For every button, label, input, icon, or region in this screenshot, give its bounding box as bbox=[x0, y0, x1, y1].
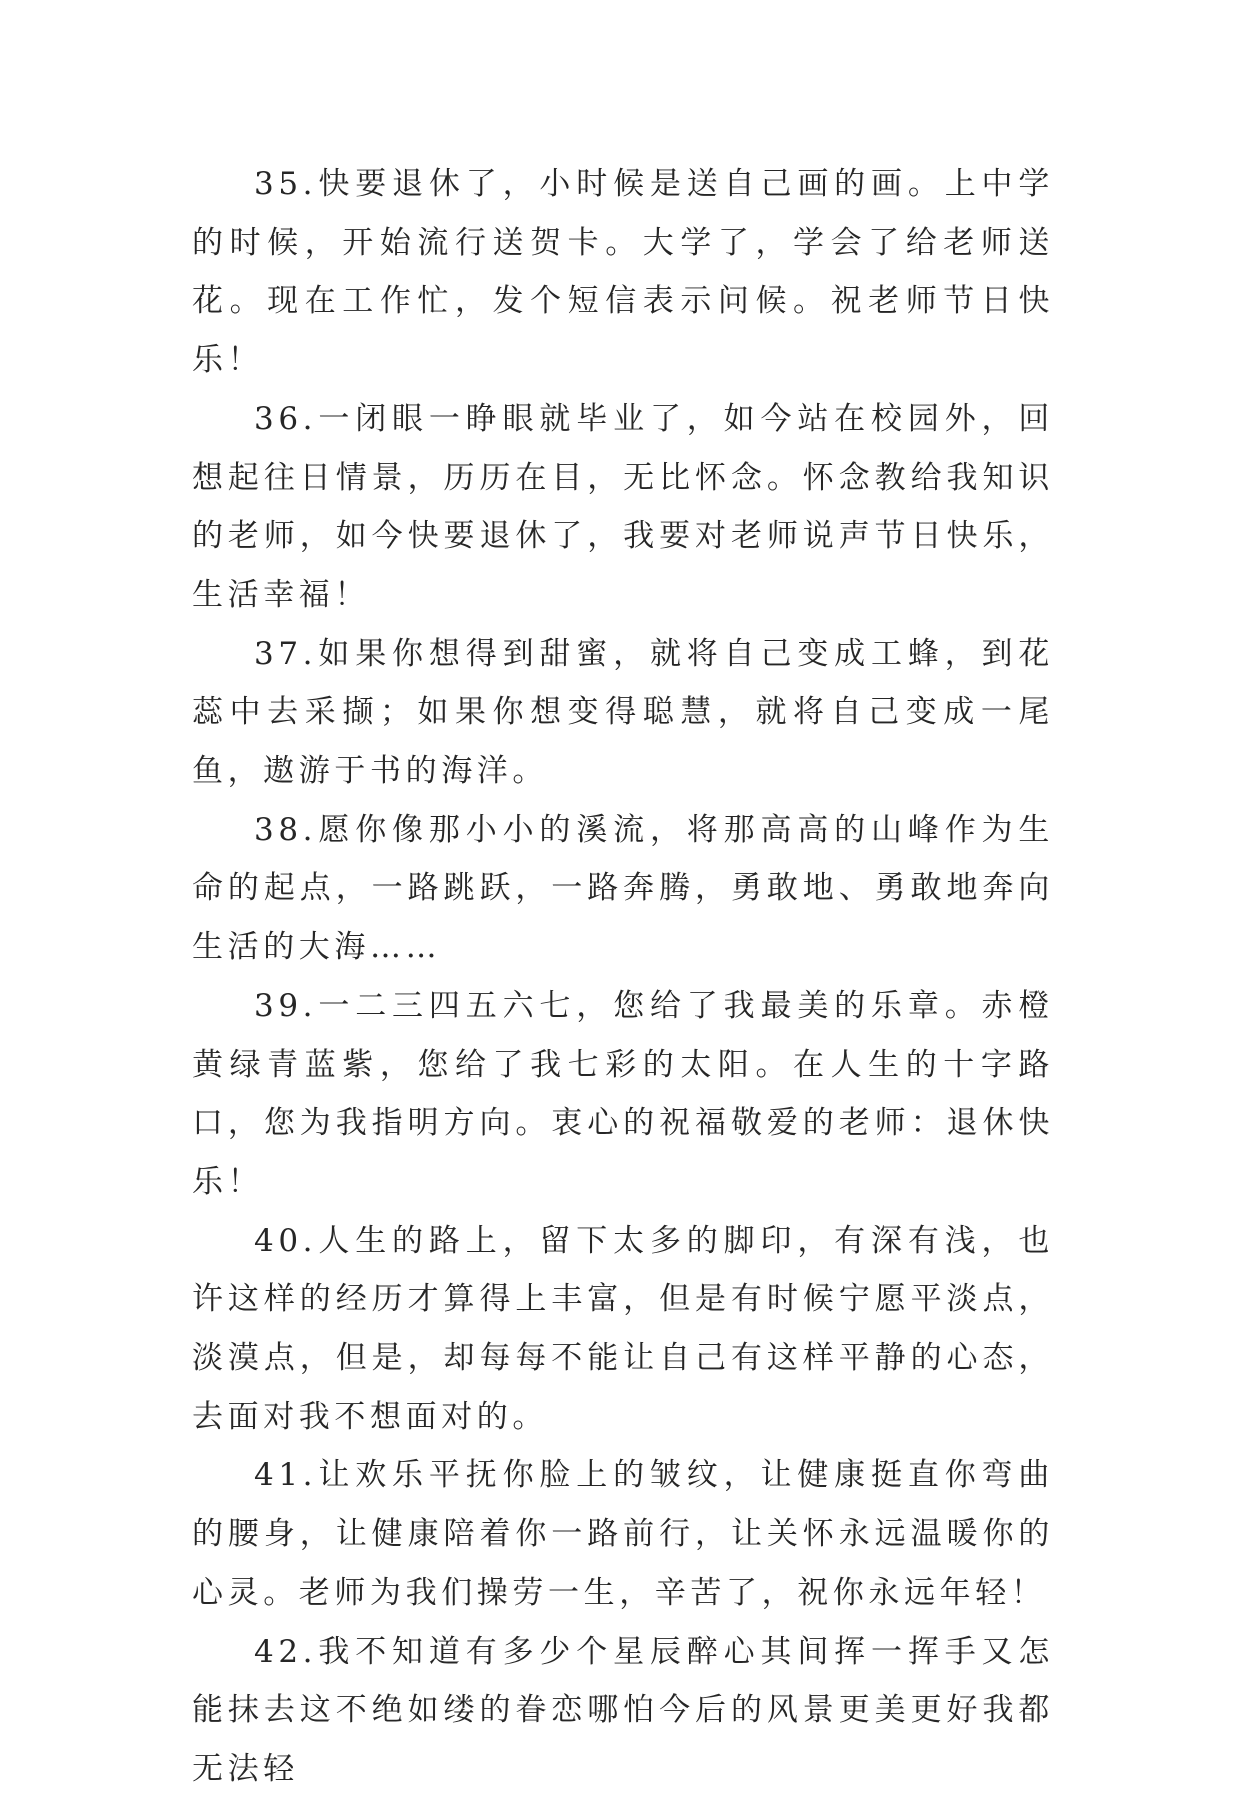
paragraph-35: 35.快要退休了，小时候是送自己画的画。上中学的时候，开始流行送贺卡。大学了，学会了给老师送花。现在工作忙，发个短信表示问候。祝老师节日快乐！ bbox=[192, 166, 1054, 379]
paragraph-39: 39.一二三四五六七，您给了我最美的乐章。赤橙黄绿青蓝紫，您给了我七彩的太阳。在人生的十字路口，您为我指明方向。衷心的祝福敬爱的老师：退休快乐！ bbox=[192, 987, 1054, 1200]
paragraph-37: 37.如果你想得到甜蜜，就将自己变成工蜂，到花蕊中去采撷；如果你想变得聪慧，就将自己变成一尾鱼，遨游于书的海洋。 bbox=[192, 635, 1054, 790]
paragraph-36: 36.一闭眼一睁眼就毕业了，如今站在校园外，回想起往日情景，历历在目，无比怀念。怀念教给我知识的老师，如今快要退休了，我要对老师说声节日快乐，生活幸福！ bbox=[192, 400, 1054, 613]
paragraph-42: 42.我不知道有多少个星辰醉心其间挥一挥手又怎能抹去这不绝如缕的眷恋哪怕今后的风景更美更好我都无法轻 bbox=[192, 1633, 1054, 1787]
document-body bbox=[192, 155, 1054, 1799]
paragraph-40: 40.人生的路上，留下太多的脚印，有深有浅，也许这样的经历才算得上丰富，但是有时候宁愿平淡点，淡漠点，但是，却每每不能让自己有这样平静的心态，去面对我不想面对的。 bbox=[192, 1222, 1054, 1435]
paragraph-38: 38.愿你像那小小的溪流，将那高高的山峰作为生命的起点，一路跳跃，一路奔腾，勇敢地、勇敢地奔向生活的大海…… bbox=[192, 811, 1054, 966]
paragraph-41: 41.让欢乐平抚你脸上的皱纹，让健康挺直你弯曲的腰身，让健康陪着你一路前行，让关怀永远温暖你的心灵。老师为我们操劳一生，辛苦了，祝你永远年轻！ bbox=[192, 1457, 1054, 1611]
